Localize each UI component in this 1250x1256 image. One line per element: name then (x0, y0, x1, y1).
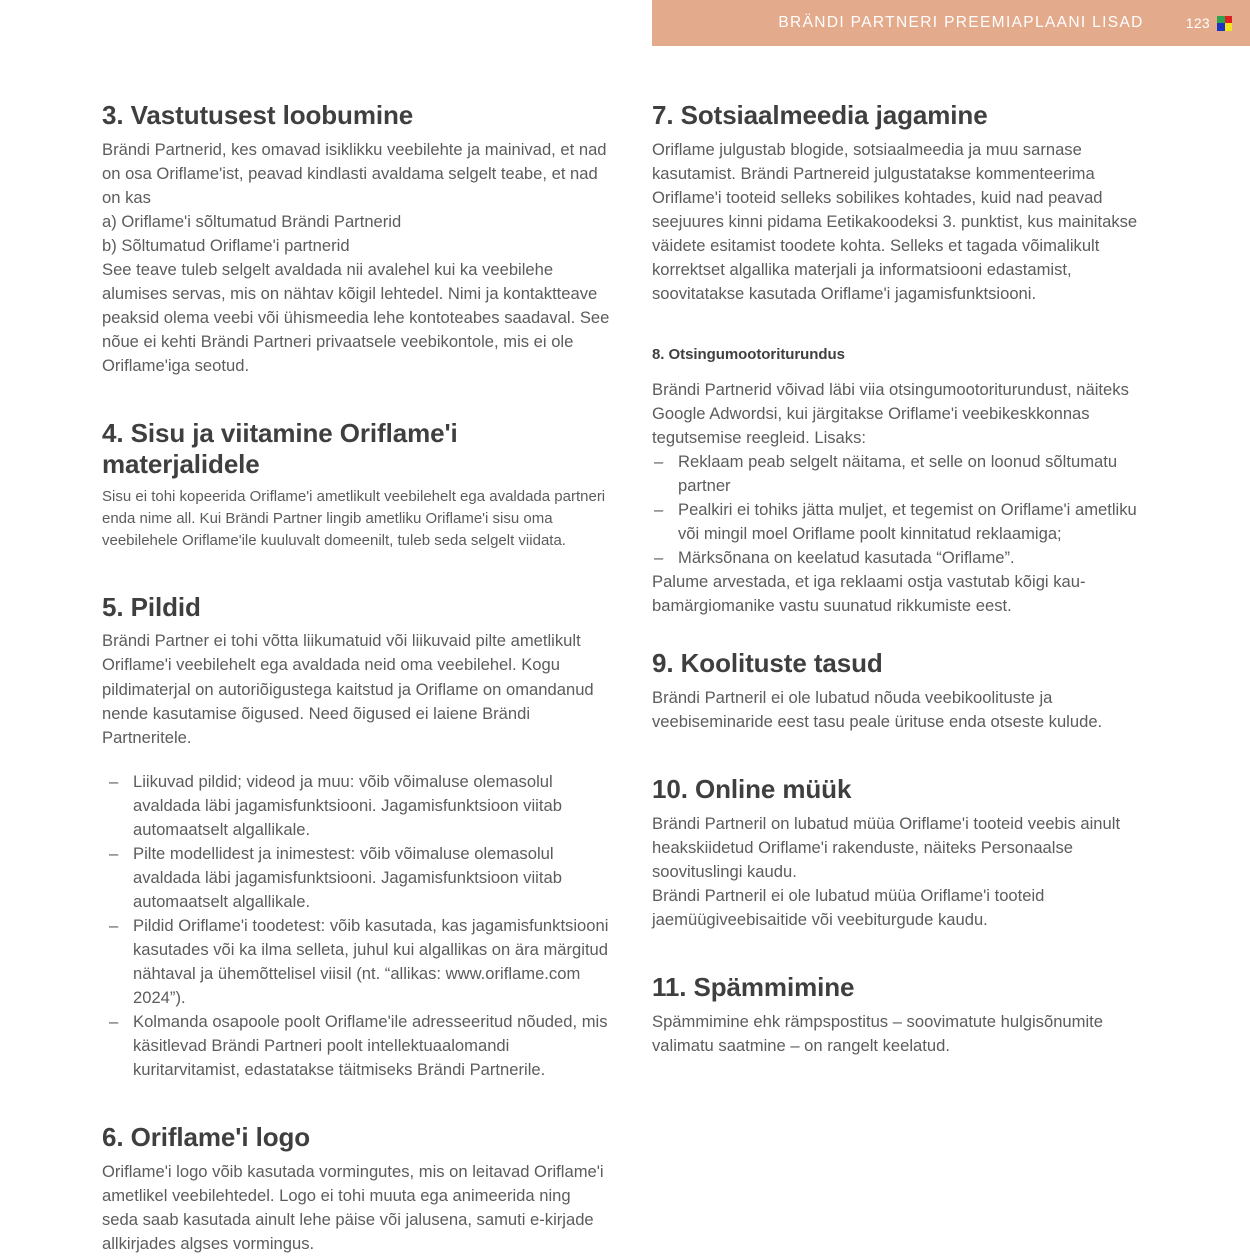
right-column (652, 100, 1160, 1058)
dash-bullet-icon: – (654, 500, 664, 520)
section-11-spammimine (652, 972, 1160, 1058)
section-5-body: Brändi Partner ei tohi võtta liikumatuid või liikuvaid pilte ametlikult Oriflame'i veebilehelt ega avaldada neid oma veebilehel. Kogu pildimaterjal on autoriõigustega kaitstud ja Oriflame on omandanud nende kasutamise õigused. Need õigused ei laiene Brändi Partneritele. (102, 631, 594, 747)
section-4-body: Sisu ei tohi kopeerida Oriflame'i ametlikult veebilehelt ega avaldada partneri enda nime all. Kui Brändi Partner lingib ametliku Oriflame'i sisu oma veebilehele Oriflame'ile kuuluvalt domeenilt, tuleb seda selgelt viidata. (102, 488, 606, 549)
section-4-heading: 4. Sisu ja viitamine Oriflame'i materjalidele (102, 418, 458, 479)
list-item (102, 1010, 610, 1082)
section-6-oriflame-logo (102, 1122, 610, 1256)
section-3-heading: 3. Vastutusest loobumine (102, 100, 414, 130)
list-item (102, 770, 610, 842)
dash-bullet-icon: – (109, 771, 119, 791)
spacer (102, 378, 610, 418)
section-5-heading: 5. Pildid (102, 591, 201, 622)
section-10-body: Brändi Partneril on lubatud müüa Oriflame'i tooteid veebis ainult heakskiidetud Oriflame'i rakenduste, näiteks Personaalse soovituslingi kaudu. Brändi Partneril ei ole lubatud müüa Oriflame'i tooteid jaemüügiveebisaitide või veebiturgude kaudu. (652, 813, 1121, 930)
left-column (102, 100, 610, 1256)
section-6-heading: 6. Oriflame'i logo (102, 1122, 311, 1153)
brand-mark-red-square (1225, 16, 1233, 24)
list-item-text: Liikuvad pildid; videod ja muu: võib võimaluse olemasolul avaldada läbi jagamisfunktsiooni. Jagamisfunktsioon viitab automaatselt algallikale. (133, 771, 562, 839)
section-6-body: Oriflame'i logo võib kasutada vormingutes, mis on leitavad Oriflame'i ametlikel veebilehtedel. Logo ei tohi muuta ega animeerida ning seda saab kasutada ainult lehe päise või jalusena, samuti e-kirjade allkirjades algses vormingus. (102, 1161, 604, 1254)
section-10-online-muuk (652, 774, 1160, 932)
list-item-text: Pilte modellidest ja inimestest: võib võimaluse olemasolul avaldada läbi jagamisfunktsiooni. Jagamisfunktsioon viitab automaatselt algallikale. (133, 843, 562, 911)
section-3-vastutusest-loobumine (102, 100, 610, 378)
dash-bullet-icon: – (654, 452, 664, 472)
section-8-otsingumootoriturundus (652, 346, 1160, 618)
spacer (102, 1082, 610, 1122)
list-item-text: Pildid Oriflame'i toodetest: võib kasutada, kas jagamisfunktsiooni kasutades või ka ilma selleta, juhul kui algallikas on ära märgitud nähtaval ja ühemõttelisel viisil (nt. “allikas: www.oriflame.com 2024”). (133, 915, 609, 1008)
list-item (102, 914, 610, 1010)
list-item (652, 498, 1160, 546)
section-4-sisu-ja-viitamine (102, 418, 610, 552)
section-7-sotsiaalmeedia-jagamine (652, 100, 1160, 306)
section-9-heading: 9. Koolituste tasud (652, 648, 883, 679)
section-5-bullet-list (102, 770, 610, 1083)
brand-mark-yellow-square (1225, 23, 1233, 31)
section-10-heading: 10. Online müük (652, 774, 852, 805)
dash-bullet-icon: – (109, 843, 119, 863)
brand-mark-blue-square (1217, 23, 1225, 31)
list-item-text: Kolmanda osapoole poolt Oriflame'ile adresseeritud nõuded, mis käsitlevad Brändi Partneri poolt intellektuaalomandi kuritarvitamist, edastatakse täitmiseks Brändi Partnerile. (133, 1012, 608, 1080)
list-item (102, 842, 610, 914)
section-8-heading: 8. Otsingumootoriturundus (652, 346, 845, 363)
spacer (102, 552, 610, 592)
section-7-heading: 7. Sotsiaalmeedia jagamine (652, 100, 988, 130)
section-11-heading: 11. Spämmimine (652, 972, 855, 1003)
header-title: BRÄNDI PARTNERI PREEMIAPLAANI LISAD (778, 14, 1144, 31)
page-number: 123 (1185, 15, 1210, 31)
dash-bullet-icon: – (654, 548, 664, 568)
section-5-pildid (102, 592, 610, 1083)
section-7-body: Oriflame julgustab blogide, sotsiaalmeedia ja muu sarnase kasutamist. Brändi Partnereid julgustatakse kommenteerima Oriflame'i tooteid selleks sobilikes kohtades, kuid nad peavad seejuures kinni pidama Eetikakoodeksi 3. punktist, kus mainitakse väidete esitamist toodete kohta. Selleks et tagada võimalikult korrektset algallika materjali ja informatsiooni edastamist, soovitatakse kasutada Oriflame'i jagamisfunktsiooni. (652, 139, 1138, 303)
spacer (652, 734, 1160, 774)
section-8-bullet-list (652, 450, 1160, 570)
list-item-text: Pealkiri ei tohiks jätta muljet, et tegemist on Oriflame'i ametliku või mingil moel Oriflame poolt kinnitatud reklaamiga; (678, 500, 1137, 544)
section-9-body: Brändi Partneril ei ole lubatud nõuda veebikoolituste ja veebiseminaride eest tasu peale ürituse enda otseste kulude. (652, 688, 1103, 732)
oriflame-brand-mark-icon (1217, 16, 1232, 31)
spacer (652, 932, 1160, 972)
spacer (102, 750, 610, 770)
list-item-text: Märksõnana on keelatud kasutada “Oriflame”. (678, 548, 1015, 568)
section-11-body: Spämmimine ehk rämpspostitus – soovimatute hulgisõnumite valimatu saatmine – on rangelt keelatud. (652, 1011, 1104, 1055)
section-8-body: Brändi Partnerid võivad läbi viia otsingumootoriturundust, näiteks Google Adwordsi, kui järgitakse Oriflame'i veebikeskkonnas tegutsemise reegleid. Lisaks: (652, 380, 1129, 448)
section-8-closing-text: Palume arvestada, et iga reklaami ostja vastutab kõigi kau-bamärgiomanike vastu suunatud rikkumiste eest. (652, 572, 1086, 616)
section-3-body: Brändi Partnerid, kes omavad isiklikku veebilehte ja mainivad, et nad on osa Oriflame'ist, peavad kindlasti avaldama selgelt teabe, et nad on kas a) Oriflame'i sõltumatud Brändi Partnerid b) Sõltumatud Oriflame'i partnerid See teave tuleb selgelt avaldada nii avalehel kui ka veebilehe alumises servas, mis on nähtav kõigil lehtedel. Nimi ja kontaktteave peaksid olema veebi või ühismeedia lehe kontoteabes saadaval. See nõue ei kehti Brändi Partneri privaatsele veebikontole, mis ei ole Oriflame'iga seotud. (102, 139, 610, 376)
dash-bullet-icon: – (109, 915, 119, 935)
spacer (652, 618, 1160, 648)
spacer (652, 306, 1160, 346)
list-item (652, 450, 1160, 498)
dash-bullet-icon: – (109, 1012, 119, 1032)
list-item (652, 546, 1160, 570)
section-9-koolituste-tasud (652, 648, 1160, 734)
list-item-text: Reklaam peab selgelt näitama, et selle on loonud sõltumatu partner (678, 452, 1118, 496)
page-header-bar (652, 0, 1250, 46)
brand-mark-green-square (1217, 16, 1225, 24)
